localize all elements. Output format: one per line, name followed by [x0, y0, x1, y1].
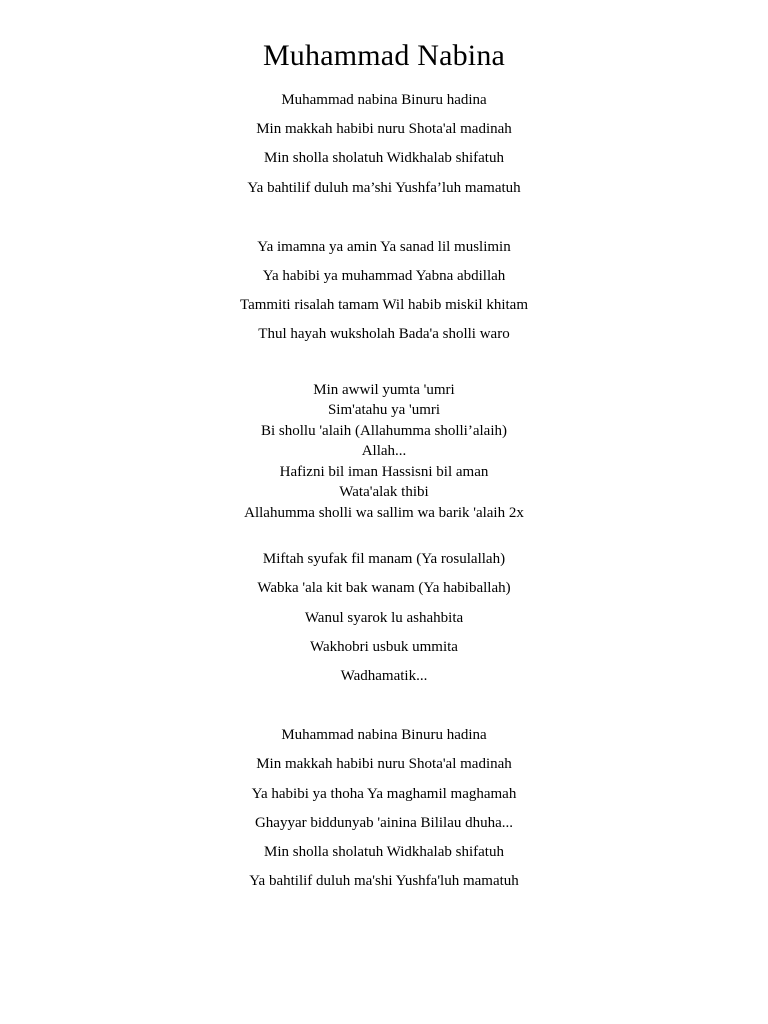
- lyric-line: Tammiti risalah tamam Wil habib miskil khitam: [239, 297, 529, 314]
- lyrics-stanza-4: [60, 545, 708, 691]
- lyrics-stanza-2: [60, 233, 708, 350]
- lyric-line: Bi shollu 'alaih (Allahumma sholli’alaih): [261, 422, 507, 439]
- page-title: Muhammad Nabina: [262, 39, 506, 72]
- lyric-line: Min sholla sholatuh Widkhalab shifatuh: [264, 150, 504, 167]
- lyric-line: Ya bahtilif duluh ma’shi Yushfa’luh mamatuh: [247, 179, 521, 196]
- lyric-line: Miftah syufak fil manam (Ya rosulallah): [262, 551, 506, 568]
- lyric-line: Min makkah habibi nuru Shota'al madinah: [256, 121, 512, 138]
- lyrics-stanza-5: [60, 721, 708, 896]
- lyric-line: Allahumma sholli wa sallim wa barik 'alaih 2x: [244, 504, 524, 521]
- lyric-line: Ghayyar biddunyab 'ainina Bililau dhuha...: [254, 814, 514, 831]
- lyric-line: Allah...: [361, 443, 407, 460]
- lyric-line: Min makkah habibi nuru Shota'al madinah: [256, 756, 512, 773]
- lyric-line: Hafizni bil iman Hassisni bil aman: [279, 463, 489, 480]
- lyric-line: Sim'atahu ya 'umri: [327, 402, 441, 419]
- lyric-line: Ya habibi ya muhammad Yabna abdillah: [262, 268, 506, 285]
- lyric-line: Min sholla sholatuh Widkhalab shifatuh: [264, 843, 504, 860]
- stanza-spacer: [60, 691, 708, 721]
- stanza-spacer: [60, 523, 708, 545]
- lyric-line: Wadhamatik...: [340, 667, 428, 684]
- lyric-line: Wanul syarok lu ashahbita: [304, 609, 464, 626]
- lyrics-stanza-1: [60, 86, 708, 203]
- lyric-line: Ya habibi ya thoha Ya maghamil maghamah: [251, 785, 517, 802]
- lyric-line: Muhammad nabina Binuru hadina: [281, 727, 487, 744]
- lyric-line: Muhammad nabina Binuru hadina: [281, 92, 487, 108]
- lyric-line: Wabka 'ala kit bak wanam (Ya habiballah): [257, 580, 511, 597]
- stanza-spacer: [60, 203, 708, 233]
- lyric-line: Min awwil yumta 'umri: [313, 381, 455, 398]
- lyrics-stanza-3: [60, 380, 708, 524]
- stanza-spacer: [60, 350, 708, 380]
- lyric-line: Wakhobri usbuk ummita: [310, 638, 458, 655]
- lyric-line: Wata'alak thibi: [339, 484, 429, 501]
- lyric-line: Ya bahtilif duluh ma'shi Yushfa'luh mamatuh: [249, 873, 519, 890]
- lyric-line: Thul hayah wuksholah Bada'a sholli waro: [258, 326, 510, 343]
- lyric-line: Ya imamna ya amin Ya sanad lil muslimin: [257, 238, 511, 255]
